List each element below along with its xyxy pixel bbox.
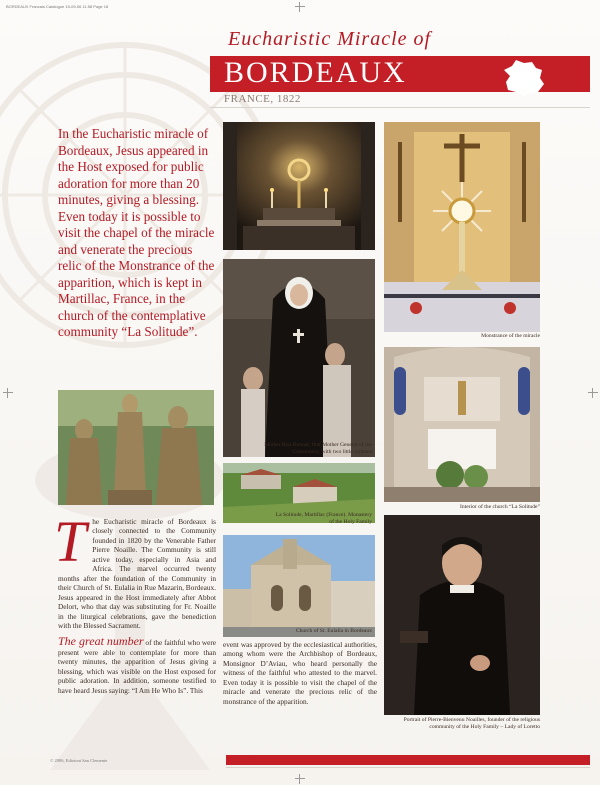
- crop-mark: [295, 774, 305, 784]
- crop-mark: [295, 2, 305, 12]
- france-map-icon: [502, 58, 546, 98]
- caption-founder-portrait: Portrait of Pierre-Bienvenu Noailles, founder of the religious community of the Holy Family – Lady of Loretto: [403, 717, 540, 730]
- caption-monastery: La Solitude, Martillac (France). Monastery of the Holy Family: [275, 512, 372, 525]
- photo-monstrance: [384, 122, 540, 332]
- copyright-notice: © 2006, Edizioni San Clemente: [50, 758, 108, 763]
- body-column-left: [54, 509, 216, 702]
- footer-band: [226, 755, 590, 765]
- body-paragraph-3: event was approved by the ecclesiastical authorities, among whom were the Archbishop of Bordeaux, Monsignor D’Aviau, who heard personally the witness of the faithful who attested to the marvel. Even today it is possible to visit the chapel of the miracle and venerate the precious relic of the monstrance of the apparition.: [223, 640, 377, 706]
- caption-st-eulalia-church: Church of St. Eulalia in Bordeaux: [295, 628, 372, 634]
- caption-church-interior: Interior of the church “La Solitude”: [460, 504, 540, 510]
- photo-church-interior: [384, 347, 540, 502]
- body-column-right: [223, 640, 377, 713]
- header-divider: [210, 107, 590, 108]
- photo-chapel-altar: [223, 122, 375, 250]
- page-subtitle: FRANCE, 1822: [224, 93, 301, 105]
- intro-paragraph: In the Eucharistic miracle of Bordeaux, Jesus appeared in the Host exposed for public adoration for more than 20 minutes, giving a blessing. Even today it is possible to visit the chapel of the miracle and venerate the precious relic of the Monstrance of the apparition, which is kept in Martillac, France, in the church of the contemplative community “La Solitude”.: [58, 126, 215, 339]
- crop-mark: [588, 388, 598, 398]
- photo-founder-portrait: [384, 515, 540, 715]
- title-script: Eucharistic Miracle of: [228, 28, 432, 50]
- print-slug: BORDEAUX Francais Catalogue 15-09-06 11:58 Page 18: [6, 4, 109, 9]
- footer-divider: [226, 767, 590, 768]
- crop-mark: [3, 388, 13, 398]
- photo-statue-group: [58, 390, 214, 505]
- drop-cap: T: [54, 509, 87, 574]
- body-paragraph-2: The great number of the faithful who were present were able to contemplate for more than twenty minutes, the apparition of Jesus giving a blessing, which was visible on the Host exposed for public adoration. In addition, someone testified to have heard Jesus saying: “I Am He Who Is”. This: [58, 634, 216, 695]
- caption-mother-rita: Mother Rita Bonnat, first Mother General of the Community, with two little orphans: [264, 442, 372, 455]
- page-title: BORDEAUX: [224, 56, 407, 89]
- body-paragraph-1: The Eucharistic miracle of Bordeaux is closely connected to the Community founded in 1820 by the Venerable Father Pierre Noaille. The Community is still active today, especially in Asia and Africa. The marvel occurred twenty months after the foundation of the Community in their Church of St. Eulalia in Rue Mazarin, Bordeaux. Jesus appeared in the Host immediately after Abbot Delort, who that day was substituting for Fr. Noaille in the liturgical celebrations, gave the benediction with the Blessed Sacrament.: [54, 509, 216, 630]
- photo-mother-rita: [223, 259, 375, 457]
- paragraph-lead: The great number: [58, 634, 144, 649]
- photo-st-eulalia-church: [223, 535, 375, 637]
- caption-monstrance: Monstrance of the miracle: [481, 333, 540, 339]
